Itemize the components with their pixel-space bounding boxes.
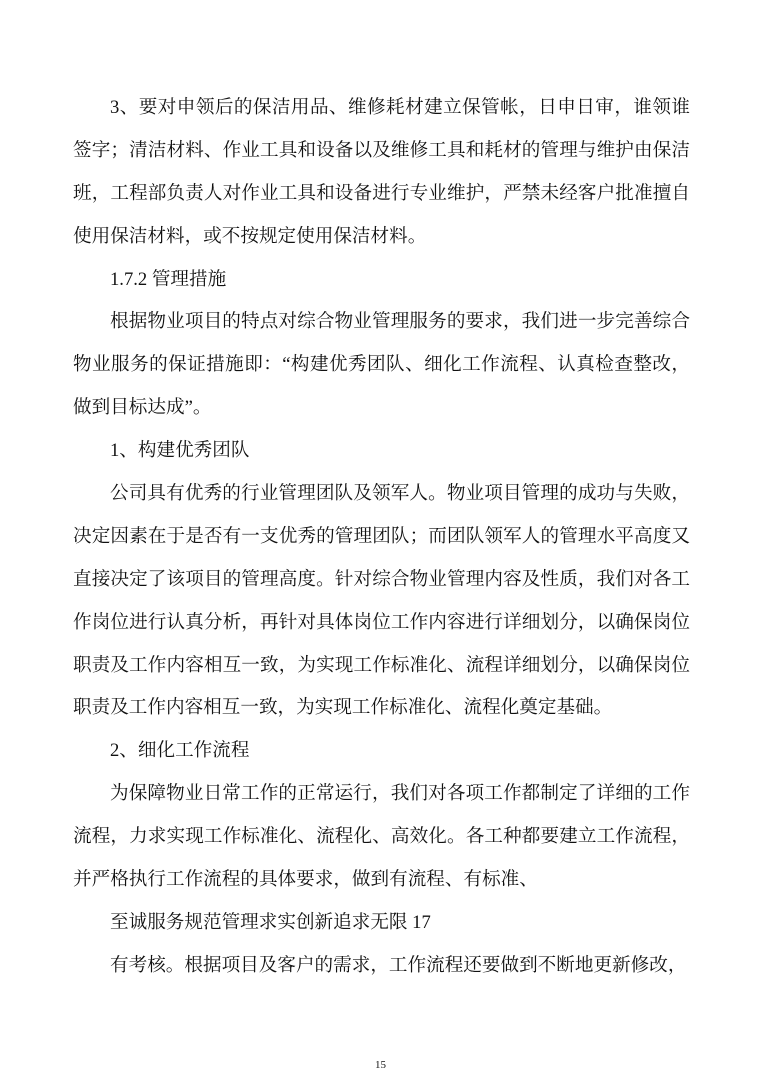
text-line: 至诚服务规范管理求实创新追求无限 17 xyxy=(110,911,431,933)
text-line: 根据物业项目的特点对综合物业管理服务的要求，我们进一步完善综合 xyxy=(110,311,690,333)
text-line: 1、构建优秀团队 xyxy=(110,440,250,462)
text-line: 作岗位进行认真分析，再针对具体岗位工作内容进行详细划分，以确保岗位 xyxy=(73,611,690,633)
text-line: 职责及工作内容相互一致，为实现工作标准化、流程详细划分，以确保岗位 xyxy=(73,654,690,676)
text-line: 班，工程部负责人对作业工具和设备进行专业维护，严禁未经客户批准擅自 xyxy=(73,182,690,204)
text-line: 流程，力求实现工作标准化、流程化、高效化。各工种都要建立工作流程， xyxy=(73,826,690,848)
subheading-refine-workflow xyxy=(73,730,690,773)
text-line: 3、要对申领后的保洁用品、维修耗材建立保管帐，日申日审，谁领谁 xyxy=(110,97,690,118)
text-line: 决定因素在于是否有一支优秀的管理团队；而团队领军人的管理水平高度又 xyxy=(73,525,690,547)
text-line: 为保障物业日常工作的正常运行，我们对各项工作都制定了详细的工作 xyxy=(110,783,690,805)
text-line: 物业服务的保证措施即：“构建优秀团队、细化工作流程、认真检查整改， xyxy=(73,354,690,376)
page-number: 15 xyxy=(375,1059,386,1071)
paragraph-measures-intro xyxy=(73,301,690,430)
text-line: 有考核。根据项目及客户的需求，工作流程还要做到不断地更新修改， xyxy=(110,954,687,976)
paragraph-storage-account xyxy=(73,87,690,259)
paragraph-assessment xyxy=(73,945,690,988)
document-body xyxy=(73,87,690,988)
text-line: 使用保洁材料，或不按规定使用保洁材料。 xyxy=(73,225,427,247)
subheading-build-team xyxy=(73,430,690,473)
text-line: 直接决定了该项目的管理高度。针对综合物业管理内容及性质，我们对各工 xyxy=(73,568,690,590)
text-line: 并严格执行工作流程的具体要求，做到有流程、有标准、 xyxy=(73,869,538,891)
paragraph-slogan xyxy=(73,902,690,945)
section-heading-1-7-2 xyxy=(73,259,690,302)
text-line: 职责及工作内容相互一致，为实现工作标准化、流程化奠定基础。 xyxy=(73,697,613,719)
paragraph-workflow xyxy=(73,773,690,902)
text-line: 1.7.2 管理措施 xyxy=(110,268,227,290)
text-line: 2、细化工作流程 xyxy=(110,740,250,762)
text-line: 做到目标达成”。 xyxy=(73,397,212,419)
text-line: 公司具有优秀的行业管理团队及领军人。物业项目管理的成功与失败， xyxy=(110,483,690,505)
paragraph-team xyxy=(73,473,690,730)
text-line: 签字；清洁材料、作业工具和设备以及维修工具和耗材的管理与维护由保洁 xyxy=(73,139,690,161)
